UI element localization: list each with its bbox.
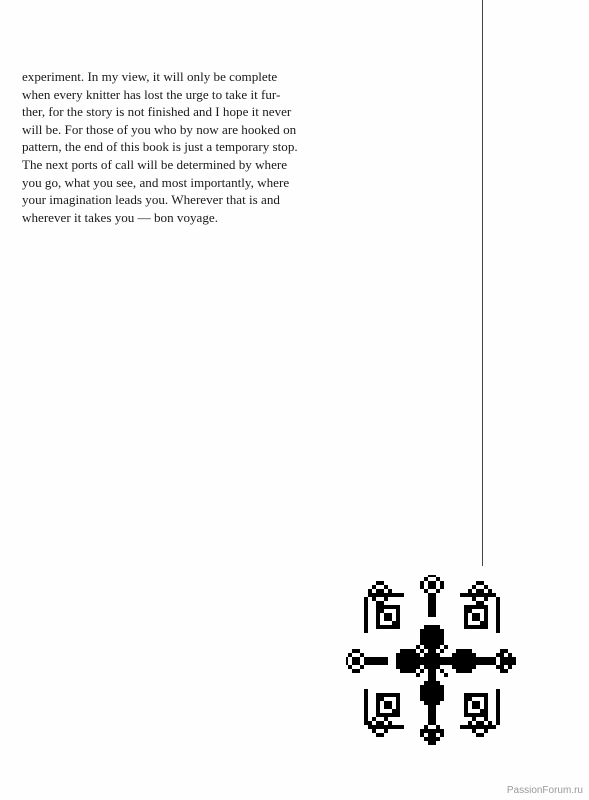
body-paragraph [22,68,342,226]
text-line: your imagination leads you. Wherever that is and [22,192,280,208]
text-line: will be. For those of you who by now are hooked on [22,121,297,137]
watermark: PassionForum.ru [506,785,583,796]
text-line: pattern, the end of this book is just a temporary stop. [22,139,298,155]
knitting-snowflake-motif-icon [346,575,518,747]
text-line: ther, for the story is not finished and I hope it never [22,104,292,120]
text-line: wherever it takes you — bon voyage. [22,209,218,225]
text-line: when every knitter has lost the urge to take it fur- [22,86,281,102]
text-line: you go, what you see, and most importantly, where [22,174,290,190]
vertical-rule [482,0,483,566]
text-line: The next ports of call will be determined by where [22,156,288,172]
text-line: experiment. In my view, it will only be complete [22,69,278,84]
